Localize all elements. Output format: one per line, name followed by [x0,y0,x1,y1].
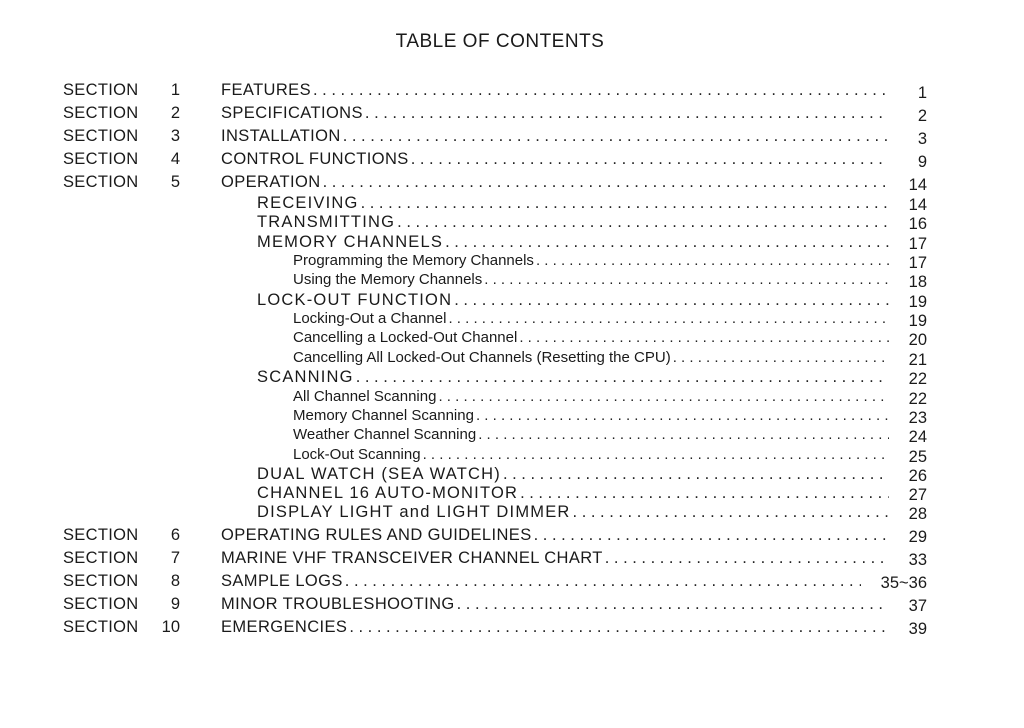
dot-leader [534,525,889,545]
page-number: 23 [908,409,927,427]
dot-leader [313,80,889,100]
toc-entry[interactable] [0,232,1024,252]
toc-entry[interactable] [0,251,1024,271]
entry-title: Using the Memory Channels [293,271,483,288]
page-number: 3 [917,130,927,148]
entry-title: INSTALLATION [221,127,341,145]
page-number: 19 [908,293,927,311]
entry-title: Cancelling All Locked-Out Channels (Resetting the CPU) [293,349,671,366]
entry-title: SAMPLE LOGS [221,572,343,590]
dot-leader [519,328,889,348]
section-number: 6 [170,526,180,544]
toc-entry[interactable] [0,126,1024,146]
page-number: 16 [908,215,927,233]
section-number: 4 [170,150,180,168]
section-number: 8 [170,572,180,590]
toc-entry[interactable] [0,103,1024,123]
toc-entry[interactable] [0,502,1024,522]
toc-entry[interactable] [0,594,1024,614]
entry-title: MARINE VHF TRANSCEIVER CHANNEL CHART [221,549,603,567]
toc-entry[interactable] [0,328,1024,348]
entry-title: SPECIFICATIONS [221,104,363,122]
page-number: 14 [908,196,927,214]
page-title: TABLE OF CONTENTS [395,31,605,52]
dot-leader [445,232,889,252]
page-number: 22 [908,390,927,408]
dot-leader [476,406,889,426]
dot-leader [478,425,889,445]
dot-leader [345,571,861,591]
page-number: 21 [908,351,927,369]
entry-title: OPERATING RULES AND GUIDELINES [221,526,532,544]
toc-entry[interactable] [0,406,1024,426]
toc-entry[interactable] [0,445,1024,465]
page-number: 9 [917,153,927,171]
page-number: 25 [908,448,927,466]
page-number: 29 [908,528,927,546]
toc-entry[interactable] [0,548,1024,568]
section-number: 2 [170,104,180,122]
toc-entry[interactable] [0,309,1024,329]
page-number: 27 [908,486,927,504]
page-number: 14 [908,176,927,194]
entry-title: CHANNEL 16 AUTO-MONITOR [257,484,519,502]
page-number: 1 [917,84,927,102]
entry-title: CONTROL FUNCTIONS [221,150,409,168]
entry-title: Memory Channel Scanning [293,407,474,424]
entry-title: OPERATION [221,173,321,191]
dot-leader [349,617,889,637]
dot-leader [411,149,889,169]
section-number: 1 [170,81,180,99]
toc-entry[interactable] [0,270,1024,290]
toc-entry[interactable] [0,617,1024,637]
section-number: 7 [170,549,180,567]
entry-title: MEMORY CHANNELS [257,233,444,251]
toc-entry[interactable] [0,387,1024,407]
section-label: SECTION [63,595,139,613]
entry-title: EMERGENCIES [221,618,348,636]
page-number: 17 [908,254,927,272]
dot-leader [605,548,889,568]
entry-title: TRANSMITTING [257,213,396,231]
section-label: SECTION [63,104,139,122]
dot-leader [454,290,889,310]
page-number: 18 [908,273,927,291]
page-number: 20 [908,331,927,349]
dot-leader [365,103,889,123]
entry-title: DISPLAY LIGHT and LIGHT DIMMER [257,503,571,521]
toc-entry[interactable] [0,348,1024,368]
section-label: SECTION [63,526,139,544]
dot-leader [423,445,889,465]
page-number: 24 [908,428,927,446]
page-number: 19 [908,312,927,330]
toc-entry[interactable] [0,149,1024,169]
dot-leader [457,594,889,614]
page-number: 17 [908,235,927,253]
entry-title: Programming the Memory Channels [293,252,534,269]
section-number: 5 [170,173,180,191]
entry-title: FEATURES [221,81,311,99]
section-label: SECTION [63,173,139,191]
page-number: 22 [908,370,927,388]
dot-leader [520,483,889,503]
section-number: 3 [170,127,180,145]
section-label: SECTION [63,549,139,567]
toc-entry[interactable] [0,193,1024,213]
entry-title: Cancelling a Locked-Out Channel [293,329,518,346]
page-number: 33 [908,551,927,569]
entry-title: RECEIVING [257,194,359,212]
dot-leader [343,126,889,146]
page-number: 39 [908,620,927,638]
entry-title: Weather Channel Scanning [293,426,477,443]
page-number: 2 [917,107,927,125]
entry-title: LOCK-OUT FUNCTION [257,291,453,309]
section-label: SECTION [63,150,139,168]
dot-leader [573,502,889,522]
dot-leader [356,367,889,387]
toc-entry[interactable] [0,172,1024,192]
toc-entry[interactable] [0,212,1024,232]
entry-title: Locking-Out a Channel [293,310,447,327]
toc-entry[interactable] [0,483,1024,503]
dot-leader [536,251,889,271]
dot-leader [484,270,889,290]
toc-entry[interactable] [0,525,1024,545]
dot-leader [438,387,889,407]
toc-entry[interactable] [0,80,1024,100]
page-number: 26 [908,467,927,485]
page-number: 37 [908,597,927,615]
section-label: SECTION [63,127,139,145]
section-number: 10 [161,618,180,636]
toc-entry[interactable] [0,367,1024,387]
entry-title: All Channel Scanning [293,388,437,405]
entry-title: DUAL WATCH (SEA WATCH) [257,465,501,483]
toc-entry[interactable] [0,571,1024,591]
dot-leader [673,348,889,368]
entry-title: SCANNING [257,368,354,386]
dot-leader [503,464,889,484]
dot-leader [448,309,889,329]
dot-leader [361,193,889,213]
dot-leader [397,212,889,232]
toc-entry[interactable] [0,425,1024,445]
section-label: SECTION [63,572,139,590]
page-number: 35~36 [880,574,927,592]
section-number: 9 [170,595,180,613]
entry-title: MINOR TROUBLESHOOTING [221,595,455,613]
dot-leader [323,172,889,192]
page-number: 28 [908,505,927,523]
section-label: SECTION [63,81,139,99]
entry-title: Lock-Out Scanning [293,446,421,463]
section-label: SECTION [63,618,139,636]
toc-entry[interactable] [0,290,1024,310]
toc-entry[interactable] [0,464,1024,484]
